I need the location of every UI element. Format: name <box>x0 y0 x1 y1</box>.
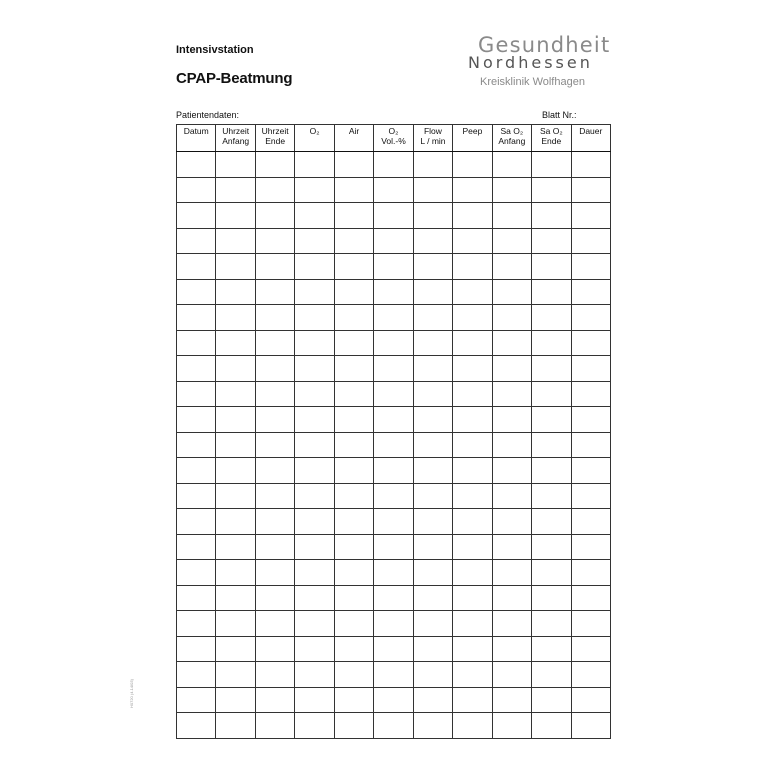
table-cell[interactable] <box>492 279 531 305</box>
table-cell[interactable] <box>532 407 571 433</box>
table-cell[interactable] <box>374 534 413 560</box>
table-cell[interactable] <box>255 305 294 331</box>
table-cell[interactable] <box>177 636 216 662</box>
table-cell[interactable] <box>453 687 492 713</box>
table-cell[interactable] <box>413 356 452 382</box>
table-cell[interactable] <box>334 203 373 229</box>
table-cell[interactable] <box>492 152 531 178</box>
table-cell[interactable] <box>492 560 531 586</box>
table-cell[interactable] <box>177 381 216 407</box>
table-cell[interactable] <box>571 611 610 637</box>
table-cell[interactable] <box>255 228 294 254</box>
column-header-o2-vol: O₂ Vol.-% <box>374 125 413 152</box>
table-cell[interactable] <box>413 203 452 229</box>
table-cell[interactable] <box>255 534 294 560</box>
table-cell[interactable] <box>571 534 610 560</box>
table-cell[interactable] <box>334 560 373 586</box>
table-cell[interactable] <box>571 177 610 203</box>
table-cell[interactable] <box>216 356 255 382</box>
table-cell[interactable] <box>374 611 413 637</box>
table-cell[interactable] <box>295 254 334 280</box>
table-cell[interactable] <box>413 432 452 458</box>
table-cell[interactable] <box>571 662 610 688</box>
table-cell[interactable] <box>255 203 294 229</box>
column-header-uhrzeit-anfang: Uhrzeit Anfang <box>216 125 255 152</box>
table-cell[interactable] <box>571 228 610 254</box>
table-row <box>177 330 611 356</box>
table-cell[interactable] <box>571 279 610 305</box>
table-cell[interactable] <box>492 203 531 229</box>
table-cell[interactable] <box>255 687 294 713</box>
column-header-sao2-ende: Sa O₂ Ende <box>532 125 571 152</box>
table-cell[interactable] <box>334 330 373 356</box>
table-cell[interactable] <box>532 585 571 611</box>
table-cell[interactable] <box>216 305 255 331</box>
table-cell[interactable] <box>413 611 452 637</box>
table-cell[interactable] <box>177 458 216 484</box>
table-cell[interactable] <box>453 560 492 586</box>
table-cell[interactable] <box>532 636 571 662</box>
table-cell[interactable] <box>532 356 571 382</box>
table-cell[interactable] <box>295 662 334 688</box>
table-cell[interactable] <box>255 279 294 305</box>
table-body <box>177 152 611 739</box>
table-cell[interactable] <box>571 305 610 331</box>
column-header-flow: Flow L / min <box>413 125 452 152</box>
table-cell[interactable] <box>532 483 571 509</box>
table-cell[interactable] <box>492 407 531 433</box>
table-cell[interactable] <box>177 330 216 356</box>
table-cell[interactable] <box>334 432 373 458</box>
table-cell[interactable] <box>453 585 492 611</box>
table-cell[interactable] <box>374 381 413 407</box>
table-cell[interactable] <box>571 356 610 382</box>
table-cell[interactable] <box>177 509 216 535</box>
table-cell[interactable] <box>453 152 492 178</box>
table-cell[interactable] <box>334 534 373 560</box>
table-cell[interactable] <box>295 279 334 305</box>
table-cell[interactable] <box>255 177 294 203</box>
table-cell[interactable] <box>216 381 255 407</box>
table-row <box>177 177 611 203</box>
table-cell[interactable] <box>216 254 255 280</box>
table-cell[interactable] <box>295 509 334 535</box>
table-cell[interactable] <box>374 636 413 662</box>
table-row <box>177 483 611 509</box>
table-cell[interactable] <box>453 611 492 637</box>
table-cell[interactable] <box>216 560 255 586</box>
table-cell[interactable] <box>177 254 216 280</box>
table-cell[interactable] <box>571 330 610 356</box>
table-cell[interactable] <box>177 687 216 713</box>
table-cell[interactable] <box>532 305 571 331</box>
table-row <box>177 662 611 688</box>
table-cell[interactable] <box>453 177 492 203</box>
table-cell[interactable] <box>374 279 413 305</box>
table-cell[interactable] <box>374 330 413 356</box>
table-cell[interactable] <box>216 585 255 611</box>
table-cell[interactable] <box>492 662 531 688</box>
table-row <box>177 305 611 331</box>
table-cell[interactable] <box>255 458 294 484</box>
table-cell[interactable] <box>374 713 413 739</box>
table-cell[interactable] <box>492 356 531 382</box>
table-row <box>177 356 611 382</box>
table-cell[interactable] <box>334 636 373 662</box>
table-cell[interactable] <box>374 305 413 331</box>
table-cell[interactable] <box>453 713 492 739</box>
table-cell[interactable] <box>413 662 452 688</box>
department-label: Intensivstation <box>176 44 254 56</box>
table-row <box>177 534 611 560</box>
table-cell[interactable] <box>295 713 334 739</box>
table-cell[interactable] <box>413 483 452 509</box>
table-cell[interactable] <box>216 662 255 688</box>
table-cell[interactable] <box>532 279 571 305</box>
table-cell[interactable] <box>216 228 255 254</box>
table-cell[interactable] <box>571 432 610 458</box>
table-cell[interactable] <box>453 432 492 458</box>
table-cell[interactable] <box>295 203 334 229</box>
table-cell[interactable] <box>295 330 334 356</box>
table-cell[interactable] <box>532 330 571 356</box>
table-cell[interactable] <box>492 330 531 356</box>
table-row <box>177 407 611 433</box>
table-cell[interactable] <box>492 381 531 407</box>
table-cell[interactable] <box>492 254 531 280</box>
table-cell[interactable] <box>413 330 452 356</box>
table-cell[interactable] <box>295 636 334 662</box>
logo-nordhessen: Nordhessen <box>468 53 593 72</box>
table-row <box>177 432 611 458</box>
table-cell[interactable] <box>334 228 373 254</box>
table-cell[interactable] <box>374 407 413 433</box>
table-cell[interactable] <box>413 254 452 280</box>
table-cell[interactable] <box>413 534 452 560</box>
column-header-datum: Datum <box>177 125 216 152</box>
table-cell[interactable] <box>295 381 334 407</box>
table-cell[interactable] <box>532 254 571 280</box>
table-cell[interactable] <box>216 458 255 484</box>
table-cell[interactable] <box>492 305 531 331</box>
table-cell[interactable] <box>255 662 294 688</box>
table-cell[interactable] <box>532 203 571 229</box>
table-row <box>177 381 611 407</box>
table-cell[interactable] <box>334 483 373 509</box>
table-cell[interactable] <box>571 483 610 509</box>
table-cell[interactable] <box>532 713 571 739</box>
column-header-dauer: Dauer <box>571 125 610 152</box>
table-row <box>177 585 611 611</box>
table-cell[interactable] <box>334 279 373 305</box>
table-cell[interactable] <box>255 560 294 586</box>
table-cell[interactable] <box>453 356 492 382</box>
table-cell[interactable] <box>413 585 452 611</box>
table-cell[interactable] <box>453 305 492 331</box>
table-cell[interactable] <box>374 254 413 280</box>
table-cell[interactable] <box>295 687 334 713</box>
table-cell[interactable] <box>492 228 531 254</box>
table-cell[interactable] <box>334 152 373 178</box>
table-cell[interactable] <box>571 203 610 229</box>
table-row <box>177 713 611 739</box>
table-cell[interactable] <box>334 662 373 688</box>
table-cell[interactable] <box>334 585 373 611</box>
table-cell[interactable] <box>255 509 294 535</box>
table-cell[interactable] <box>255 330 294 356</box>
table-cell[interactable] <box>413 636 452 662</box>
table-cell[interactable] <box>492 483 531 509</box>
table-cell[interactable] <box>177 662 216 688</box>
table-cell[interactable] <box>413 407 452 433</box>
table-cell[interactable] <box>216 203 255 229</box>
table-cell[interactable] <box>532 687 571 713</box>
table-cell[interactable] <box>216 687 255 713</box>
logo-gesundheit: Gesundheit <box>478 33 611 57</box>
table-cell[interactable] <box>453 254 492 280</box>
table-cell[interactable] <box>453 662 492 688</box>
table-cell[interactable] <box>255 611 294 637</box>
table-cell[interactable] <box>492 534 531 560</box>
table-cell[interactable] <box>334 356 373 382</box>
table-cell[interactable] <box>453 203 492 229</box>
table-cell[interactable] <box>216 330 255 356</box>
table-cell[interactable] <box>453 458 492 484</box>
table-cell[interactable] <box>413 152 452 178</box>
table-row <box>177 636 611 662</box>
table-cell[interactable] <box>571 381 610 407</box>
table-cell[interactable] <box>177 203 216 229</box>
table-cell[interactable] <box>571 585 610 611</box>
table-cell[interactable] <box>532 432 571 458</box>
table-cell[interactable] <box>216 534 255 560</box>
table-cell[interactable] <box>255 407 294 433</box>
table-row <box>177 611 611 637</box>
table-cell[interactable] <box>177 432 216 458</box>
table-cell[interactable] <box>295 152 334 178</box>
table-cell[interactable] <box>255 381 294 407</box>
table-cell[interactable] <box>334 381 373 407</box>
table-cell[interactable] <box>216 152 255 178</box>
table-cell[interactable] <box>492 611 531 637</box>
table-cell[interactable] <box>492 509 531 535</box>
table-cell[interactable] <box>177 483 216 509</box>
table-cell[interactable] <box>571 560 610 586</box>
table-cell[interactable] <box>374 585 413 611</box>
table-cell[interactable] <box>413 228 452 254</box>
table-cell[interactable] <box>413 713 452 739</box>
clinic-name: Kreisklinik Wolfhagen <box>480 76 585 88</box>
table-cell[interactable] <box>334 458 373 484</box>
table-cell[interactable] <box>571 509 610 535</box>
table-cell[interactable] <box>295 356 334 382</box>
table-cell[interactable] <box>492 458 531 484</box>
table-cell[interactable] <box>334 254 373 280</box>
table-cell[interactable] <box>374 203 413 229</box>
table-cell[interactable] <box>374 687 413 713</box>
table-cell[interactable] <box>532 228 571 254</box>
table-cell[interactable] <box>216 636 255 662</box>
table-cell[interactable] <box>334 713 373 739</box>
table-cell[interactable] <box>374 509 413 535</box>
table-cell[interactable] <box>177 356 216 382</box>
table-cell[interactable] <box>334 305 373 331</box>
table-cell[interactable] <box>492 432 531 458</box>
table-cell[interactable] <box>492 687 531 713</box>
table-cell[interactable] <box>255 432 294 458</box>
table-cell[interactable] <box>413 509 452 535</box>
table-cell[interactable] <box>532 509 571 535</box>
table-cell[interactable] <box>453 279 492 305</box>
table-cell[interactable] <box>177 585 216 611</box>
table-cell[interactable] <box>532 534 571 560</box>
table-cell[interactable] <box>177 713 216 739</box>
table-cell[interactable] <box>571 713 610 739</box>
table-cell[interactable] <box>374 662 413 688</box>
column-header-o2: O₂ <box>295 125 334 152</box>
table-cell[interactable] <box>295 585 334 611</box>
table-cell[interactable] <box>374 458 413 484</box>
column-header-peep: Peep <box>453 125 492 152</box>
table-cell[interactable] <box>571 636 610 662</box>
table-cell[interactable] <box>295 407 334 433</box>
table-cell[interactable] <box>334 407 373 433</box>
column-header-air: Air <box>334 125 373 152</box>
table-cell[interactable] <box>295 228 334 254</box>
table-cell[interactable] <box>374 152 413 178</box>
table-cell[interactable] <box>453 534 492 560</box>
table-cell[interactable] <box>571 458 610 484</box>
table-cell[interactable] <box>532 560 571 586</box>
table-cell[interactable] <box>453 381 492 407</box>
table-cell[interactable] <box>255 152 294 178</box>
patient-data-label: Patientendaten: <box>176 110 240 120</box>
table-cell[interactable] <box>571 152 610 178</box>
table-cell[interactable] <box>413 381 452 407</box>
table-cell[interactable] <box>334 687 373 713</box>
table-cell[interactable] <box>413 177 452 203</box>
table-cell[interactable] <box>177 152 216 178</box>
table-cell[interactable] <box>216 432 255 458</box>
table-cell[interactable] <box>295 458 334 484</box>
table-cell[interactable] <box>374 560 413 586</box>
table-cell[interactable] <box>177 279 216 305</box>
table-cell[interactable] <box>255 483 294 509</box>
table-cell[interactable] <box>571 254 610 280</box>
table-cell[interactable] <box>177 560 216 586</box>
table-cell[interactable] <box>255 713 294 739</box>
table-cell[interactable] <box>492 713 531 739</box>
table-cell[interactable] <box>453 407 492 433</box>
table-cell[interactable] <box>413 305 452 331</box>
table-row <box>177 152 611 178</box>
table-row <box>177 279 611 305</box>
table-row <box>177 560 611 586</box>
table-cell[interactable] <box>255 585 294 611</box>
table-cell[interactable] <box>532 177 571 203</box>
table-cell[interactable] <box>255 356 294 382</box>
column-header-sao2-anfang: Sa O₂ Anfang <box>492 125 531 152</box>
table-cell[interactable] <box>453 509 492 535</box>
table-cell[interactable] <box>492 636 531 662</box>
column-header-uhrzeit-ende: Uhrzeit Ende <box>255 125 294 152</box>
table-cell[interactable] <box>532 152 571 178</box>
table-row <box>177 228 611 254</box>
table-cell[interactable] <box>571 687 610 713</box>
table-cell[interactable] <box>374 483 413 509</box>
table-cell[interactable] <box>532 662 571 688</box>
table-cell[interactable] <box>532 381 571 407</box>
cpap-log-table <box>176 124 611 739</box>
table-cell[interactable] <box>413 687 452 713</box>
table-cell[interactable] <box>295 534 334 560</box>
table-cell[interactable] <box>492 585 531 611</box>
table-cell[interactable] <box>532 611 571 637</box>
table-cell[interactable] <box>216 509 255 535</box>
table-cell[interactable] <box>295 305 334 331</box>
table-cell[interactable] <box>177 228 216 254</box>
table-cell[interactable] <box>295 483 334 509</box>
table-cell[interactable] <box>374 228 413 254</box>
table-cell[interactable] <box>255 254 294 280</box>
table-cell[interactable] <box>255 636 294 662</box>
table-cell[interactable] <box>295 177 334 203</box>
sheet-number-label: Blatt Nr.: <box>542 110 577 120</box>
table-cell[interactable] <box>216 279 255 305</box>
table-cell[interactable] <box>453 330 492 356</box>
table-row <box>177 458 611 484</box>
table-cell[interactable] <box>374 356 413 382</box>
form-code: H0720 (4.14/03) <box>129 679 134 708</box>
table-row <box>177 203 611 229</box>
table-cell[interactable] <box>295 560 334 586</box>
table-cell[interactable] <box>413 560 452 586</box>
table-row <box>177 687 611 713</box>
table-cell[interactable] <box>453 636 492 662</box>
table-cell[interactable] <box>413 458 452 484</box>
table-cell[interactable] <box>216 713 255 739</box>
table-cell[interactable] <box>177 534 216 560</box>
table-cell[interactable] <box>295 432 334 458</box>
table-cell[interactable] <box>216 177 255 203</box>
table-cell[interactable] <box>413 279 452 305</box>
table-cell[interactable] <box>532 458 571 484</box>
table-cell[interactable] <box>492 177 531 203</box>
table-cell[interactable] <box>216 407 255 433</box>
table-cell[interactable] <box>453 228 492 254</box>
form-title: CPAP-Beatmung <box>176 70 293 87</box>
table-cell[interactable] <box>453 483 492 509</box>
table-cell[interactable] <box>177 407 216 433</box>
table-cell[interactable] <box>216 483 255 509</box>
table-cell[interactable] <box>177 177 216 203</box>
table-cell[interactable] <box>334 177 373 203</box>
table-cell[interactable] <box>216 611 255 637</box>
table-cell[interactable] <box>374 432 413 458</box>
table-row <box>177 509 611 535</box>
table-cell[interactable] <box>334 611 373 637</box>
table-cell[interactable] <box>571 407 610 433</box>
table-cell[interactable] <box>177 305 216 331</box>
table-cell[interactable] <box>295 611 334 637</box>
table-cell[interactable] <box>334 509 373 535</box>
table-row <box>177 254 611 280</box>
table-cell[interactable] <box>374 177 413 203</box>
table-cell[interactable] <box>177 611 216 637</box>
table-header-row <box>177 125 611 152</box>
